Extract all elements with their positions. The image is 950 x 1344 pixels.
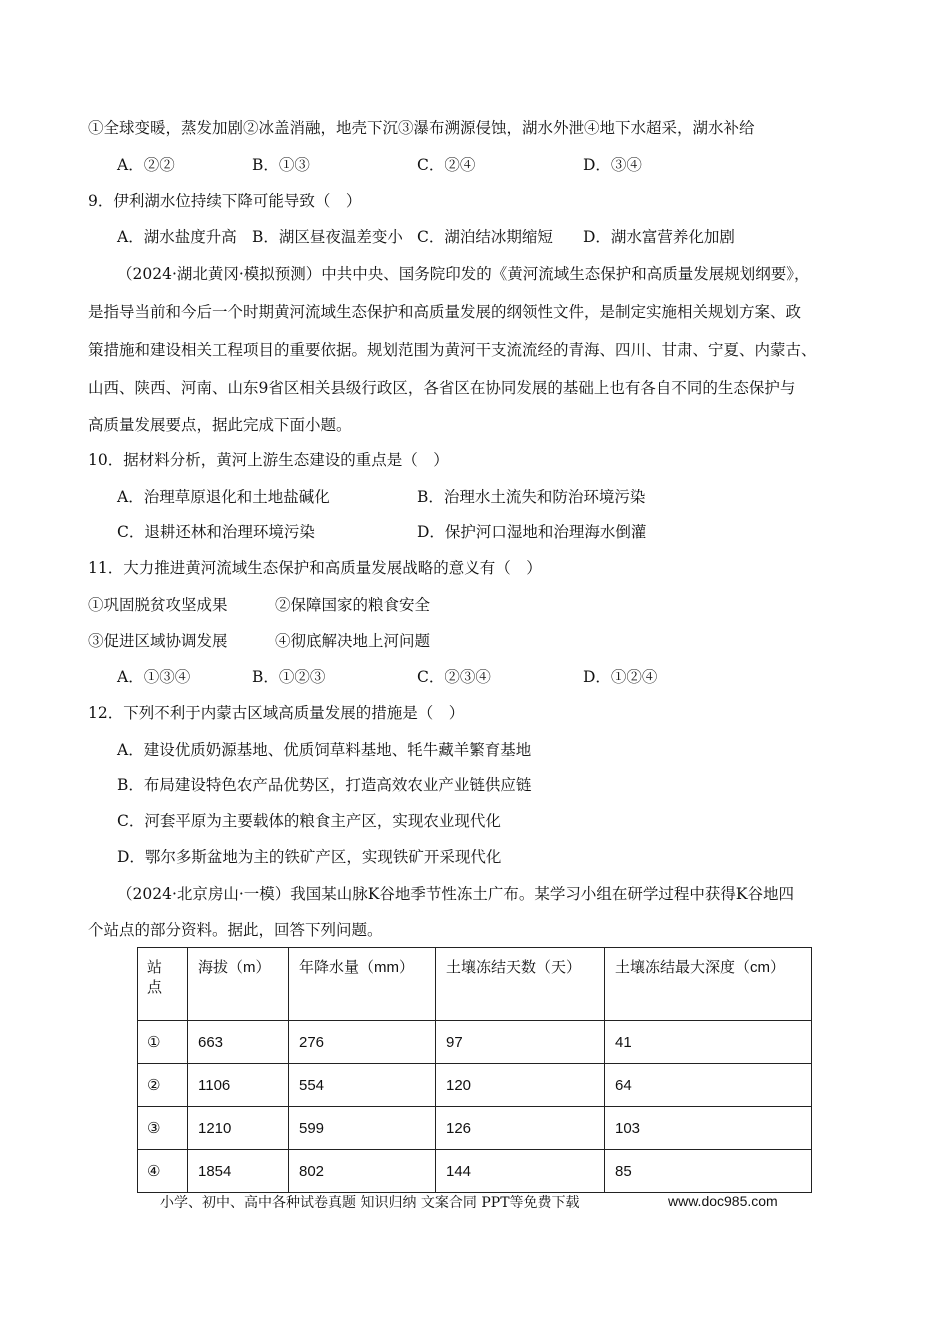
q12-option-c: C．河套平原为主要载体的粮食主产区，实现农业现代化 xyxy=(117,812,501,830)
table-cell: 599 xyxy=(289,1107,436,1150)
q11-option-b: B．①②③ xyxy=(252,668,326,686)
q11-statement-2: ②保障国家的粮食安全 xyxy=(275,596,431,614)
table-cell: ④ xyxy=(138,1150,188,1193)
q11-statement-1: ①巩固脱贫攻坚成果 xyxy=(88,596,228,614)
table-cell: 64 xyxy=(605,1064,812,1107)
q12-option-d: D．鄂尔多斯盆地为主的铁矿产区，实现铁矿开采现代化 xyxy=(117,848,502,866)
q8-statements: ①全球变暖，蒸发加剧②冰盖消融，地壳下沉③瀑布溯源侵蚀，湖水外泄④地下水超采，湖水补给 xyxy=(88,119,755,137)
q9-stem: 9．伊利湖水位持续下降可能导致（ ） xyxy=(88,192,362,210)
table-row xyxy=(138,1064,812,1107)
table-cell: 554 xyxy=(289,1064,436,1107)
passage1-line-1: （2024·湖北黄冈·模拟预测）中共中央、国务院印发的《黄河流域生态保护和高质量发展规划纲要》， xyxy=(117,265,810,283)
table-cell: 1854 xyxy=(188,1150,289,1193)
q10-option-c: C．退耕还林和治理环境污染 xyxy=(117,523,315,541)
table-cell: 41 xyxy=(605,1021,812,1064)
q8-option-a: A．②② xyxy=(117,156,175,174)
q9-option-d: D．湖水富营养化加剧 xyxy=(583,228,735,246)
q11-option-d: D．①②④ xyxy=(583,668,658,686)
table-cell: 120 xyxy=(436,1064,605,1107)
passage2-line-1: （2024·北京房山·一模）我国某山脉K谷地季节性冻土广布。某学习小组在研学过程中获得K谷地四 xyxy=(117,885,794,903)
table-row xyxy=(138,1107,812,1150)
passage1-line-5: 高质量发展要点，据此完成下面小题。 xyxy=(88,416,352,434)
q12-option-a: A．建设优质奶源基地、优质饲草料基地、牦牛藏羊繁育基地 xyxy=(117,741,532,759)
table-cell: 276 xyxy=(289,1021,436,1064)
q8-option-c: C．②④ xyxy=(417,156,476,174)
table-cell: ② xyxy=(138,1064,188,1107)
q8-option-d: D．③④ xyxy=(583,156,642,174)
table-cell: 1106 xyxy=(188,1064,289,1107)
table-cell: 144 xyxy=(436,1150,605,1193)
q12-stem: 12．下列不利于内蒙古区域高质量发展的措施是（ ） xyxy=(88,704,465,722)
header-frozen-days: 土壤冻结天数（天） xyxy=(436,948,605,1021)
q11-stem: 11．大力推进黄河流域生态保护和高质量发展战略的意义有（ ） xyxy=(88,559,542,577)
table-cell: 126 xyxy=(436,1107,605,1150)
table-cell: 97 xyxy=(436,1021,605,1064)
q8-option-b: B．①③ xyxy=(252,156,310,174)
passage1-line-3: 策措施和建设相关工程项目的重要依据。规划范围为黄河干支流流经的青海、四川、甘肃、宁夏、内蒙古、 xyxy=(88,341,817,359)
q9-option-a: A．湖水盐度升高 xyxy=(117,228,237,246)
q10-stem: 10．据材料分析，黄河上游生态建设的重点是（ ） xyxy=(88,451,449,469)
table-cell: 663 xyxy=(188,1021,289,1064)
q11-option-a: A．①③④ xyxy=(117,668,191,686)
table-cell: ① xyxy=(138,1021,188,1064)
table-cell: 85 xyxy=(605,1150,812,1193)
table-cell: ③ xyxy=(138,1107,188,1150)
header-precipitation: 年降水量（mm） xyxy=(289,948,436,1021)
q11-statement-3: ③促进区域协调发展 xyxy=(88,632,228,650)
q11-statement-4: ④彻底解决地上河问题 xyxy=(275,632,431,650)
q11-option-c: C．②③④ xyxy=(417,668,491,686)
passage1-line-2: 是指导当前和今后一个时期黄河流域生态保护和高质量发展的纲领性文件，是制定实施相关规划方案、政 xyxy=(88,303,802,321)
table-row xyxy=(138,1150,812,1193)
header-station: 站点 xyxy=(138,948,188,1021)
station-data-table xyxy=(137,947,812,1193)
table-cell: 1210 xyxy=(188,1107,289,1150)
table-cell: 103 xyxy=(605,1107,812,1150)
q10-option-b: B．治理水土流失和防治环境污染 xyxy=(417,488,646,506)
table-header-row xyxy=(138,948,812,1021)
footer-text: 小学、初中、高中各种试卷真题 知识归纳 文案合同 PPT等免费下载 xyxy=(160,1195,580,1211)
passage2-line-2: 个站点的部分资料。据此，回答下列问题。 xyxy=(88,921,383,939)
footer-url[interactable]: www.doc985.com xyxy=(668,1193,778,1209)
q10-option-a: A．治理草原退化和土地盐碱化 xyxy=(117,488,330,506)
table-cell: 802 xyxy=(289,1150,436,1193)
q10-option-d: D．保护河口湿地和治理海水倒灌 xyxy=(417,523,647,541)
q9-option-b: B．湖区昼夜温差变小 xyxy=(252,228,403,246)
q12-option-b: B．布局建设特色农产品优势区，打造高效农业产业链供应链 xyxy=(117,776,532,794)
header-frozen-depth: 土壤冻结最大深度（cm） xyxy=(605,948,812,1021)
passage1-line-4: 山西、陕西、河南、山东9省区相关县级行政区，各省区在协同发展的基础上也有各自不同的生态保护与 xyxy=(88,379,796,397)
q9-option-c: C．湖泊结冰期缩短 xyxy=(417,228,553,246)
header-altitude: 海拔（m） xyxy=(188,948,289,1021)
table-row xyxy=(138,1021,812,1064)
